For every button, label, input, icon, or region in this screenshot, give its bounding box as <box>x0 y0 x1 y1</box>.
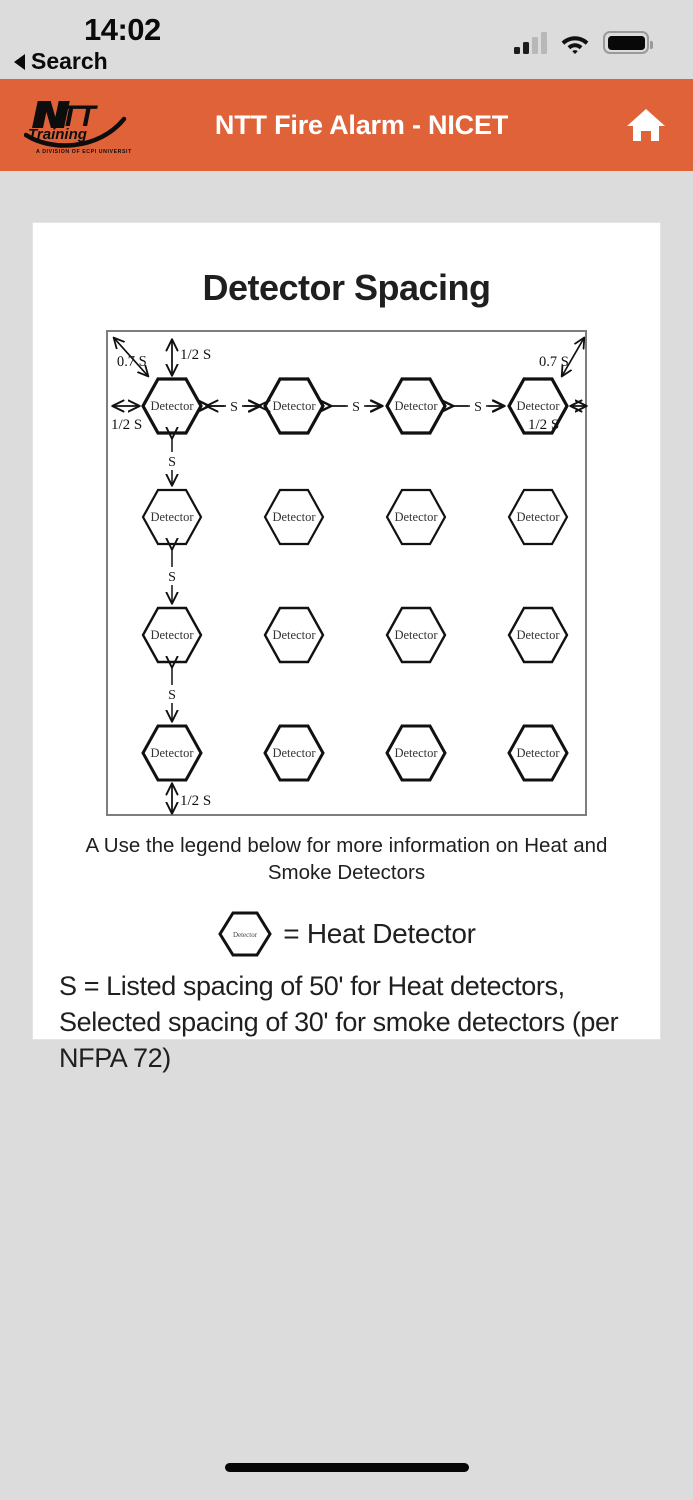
right-edge-gap-label: 1/2 S <box>528 417 560 433</box>
svg-text:Detector: Detector <box>272 628 316 642</box>
svg-text:Detector: Detector <box>272 510 316 524</box>
svg-text:Detector: Detector <box>516 628 560 642</box>
back-to-search-button[interactable] <box>14 48 108 75</box>
spacing-note: S = Listed spacing of 50' for Heat detectors, Selected spacing of 30' for smoke detectors (per NFPA 72) <box>59 970 619 1073</box>
top-right-diagonal-label: 0.7 S <box>539 354 569 370</box>
back-to-search-label: Search <box>31 48 108 74</box>
h-gap-label-3: S <box>474 400 482 415</box>
app-header-bar <box>0 79 693 171</box>
svg-text:A DIVISION OF ECPI UNIVERSITY: A DIVISION OF ECPI UNIVERSITY <box>36 149 132 155</box>
legend-row <box>33 909 660 959</box>
bottom-edge-gap-label: 1/2 S <box>180 793 212 809</box>
svg-text:Training: Training <box>28 126 87 143</box>
svg-text:Detector: Detector <box>394 746 438 760</box>
v-gap-label-1: S <box>168 455 176 470</box>
heat-detector-symbol-label: Detector <box>233 930 258 939</box>
svg-text:Detector: Detector <box>394 399 438 413</box>
svg-text:Detector: Detector <box>150 746 194 760</box>
card-title: Detector Spacing <box>202 267 491 308</box>
status-bar-time: 14:02 <box>84 12 161 47</box>
h-gap-label-1: S <box>230 400 238 415</box>
cellular-signal-icon <box>514 32 547 54</box>
svg-text:Detector: Detector <box>150 628 194 642</box>
left-edge-gap-label: 1/2 S <box>111 417 143 433</box>
legend-equals-label: = Heat Detector <box>283 917 476 949</box>
battery-full-icon <box>603 31 649 54</box>
triangle-left-icon <box>14 54 25 70</box>
svg-text:Detector: Detector <box>394 510 438 524</box>
home-icon <box>625 104 667 146</box>
page-title: NTT Fire Alarm - NICET <box>214 109 509 140</box>
svg-text:TT: TT <box>60 100 95 133</box>
heat-detector-symbol-icon <box>217 909 273 959</box>
svg-text:Detector: Detector <box>516 746 560 760</box>
h-gap-label-2: S <box>352 400 360 415</box>
svg-text:Detector: Detector <box>394 628 438 642</box>
v-gap-label-2: S <box>168 570 176 585</box>
svg-text:Detector: Detector <box>150 399 194 413</box>
legend-note: A Use the legend below for more information on Heat and Smoke Detectors <box>85 834 608 885</box>
top-left-diagonal-label: 0.7 S <box>116 353 147 370</box>
detector-spacing-svg <box>108 332 589 818</box>
wifi-icon <box>560 32 590 54</box>
detector-spacing-diagram <box>106 330 587 816</box>
svg-text:Detector: Detector <box>272 746 316 760</box>
svg-text:Detector: Detector <box>150 510 194 524</box>
home-button[interactable] <box>625 104 667 146</box>
svg-text:Detector: Detector <box>272 399 316 413</box>
top-edge-gap-label: 1/2 S <box>180 347 212 363</box>
svg-text:Detector: Detector <box>516 399 560 413</box>
home-indicator[interactable] <box>225 1463 469 1472</box>
v-gap-label-3: S <box>168 688 176 703</box>
detector-spacing-card <box>33 223 660 1073</box>
page-content <box>0 171 693 1500</box>
ios-status-bar <box>0 0 693 79</box>
svg-text:Detector: Detector <box>516 510 560 524</box>
status-bar-indicators <box>514 26 649 54</box>
